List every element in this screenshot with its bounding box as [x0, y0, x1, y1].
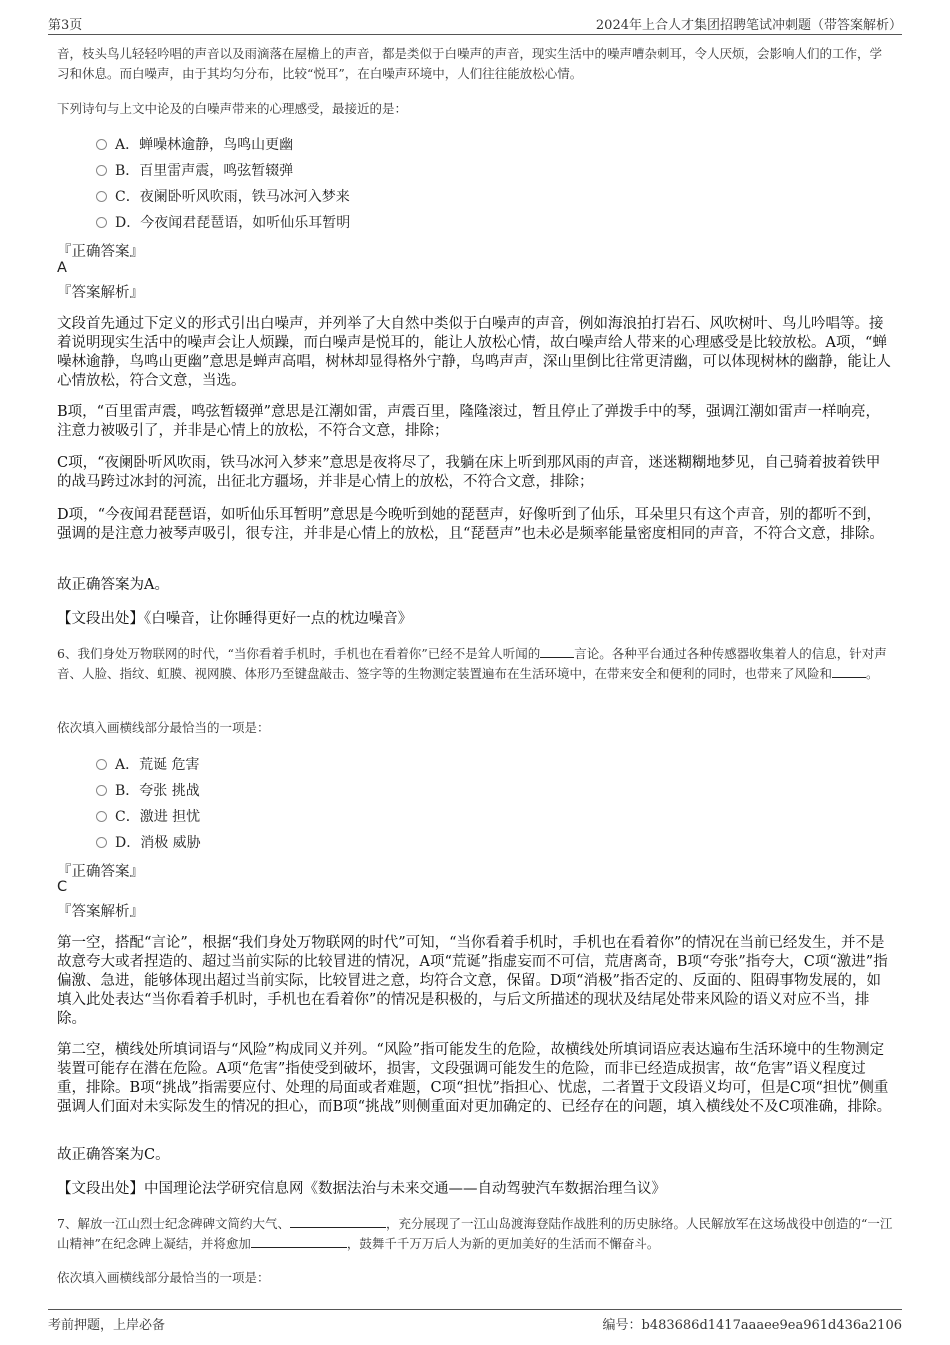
q6-analysis-p2: 第二空，横线处所填词语与“风险”构成同义并列。“风险”指可能发生的危险，故横线处所填词语应表达遍布生活环境中的生物测定装置可能存在潜在危险。A项“危害”指使受到破坏，损害，文段强调可能发生的危险，而非已经造成损害，故“危害”语义程度过重，排除。B项“挑战”指需要应付、处理的局面或者难题，C项“担忧”指担心、忧虑，二者置于文段语义均可，但是C项“担忧”侧重强调人们面对未实际发生的情况的担心，而B项“挑战”则侧重面对更加确定的、已经存在的问题，填入横线处不及C项准确，排除。 [57, 1042, 892, 1115]
q5-analysis-p3: C项，“夜阑卧听风吹雨，铁马冰河入梦来”意思是夜将尽了，我躺在床上听到那风雨的声音，迷迷糊糊地梦见，自己骑着披着铁甲的战马跨过冰封的河流，出征北方疆场，并非是心情上的放松，不符合文意，排除； [57, 455, 881, 490]
radio-icon[interactable] [96, 217, 107, 228]
q5-option-c[interactable]: C．夜阑卧听风吹雨，铁马冰河入梦来 [96, 186, 350, 206]
q5-option-b[interactable]: B．百里雷声震，鸣弦暂辍弹 [96, 160, 293, 180]
q5-answer-label: 『正确答案』 [57, 244, 144, 260]
q7-stem: 依次填入画横线部分最恰当的一项是： [57, 1270, 270, 1285]
q5-option-a[interactable]: A．蝉噪林逾静，鸟鸣山更幽 [96, 134, 293, 154]
radio-icon[interactable] [96, 139, 107, 150]
q5-passage: 音，枝头鸟儿轻轻吟唱的声音以及雨滴落在屋檐上的声音，都是类似于白噪声的声音，现实生活中的噪声嘈杂刺耳，令人厌烦，会影响人们的工作，学习和休息。而白噪声，由于其均匀分布，比较“悦耳”，在白噪声环境中，人们往往能放松心情。 [57, 46, 883, 81]
q5-option-d[interactable]: D．今夜闻君琵琶语，如听仙乐耳暂明 [96, 212, 350, 232]
q6-conclusion: 故正确答案为C。 [57, 1147, 170, 1163]
radio-icon[interactable] [96, 165, 107, 176]
q6-stem: 依次填入画横线部分最恰当的一项是： [57, 720, 270, 735]
q6-answer: C [57, 879, 68, 895]
q7-blank-1 [290, 1215, 386, 1228]
q6-blank-2 [832, 665, 866, 678]
q7-passage: 7、解放一江山烈士纪念碑碑文简约大气、 ，充分展现了一江山岛渡海登陆作战胜利的历史脉络。人民解放军在这场战役中创造的“一江山精神”在纪念碑上凝结，并将愈加 ，鼓舞千千万万后人为新的更加美好的生活而不懈奋斗。 [57, 1216, 893, 1251]
q6-option-c[interactable]: C．激进 担忧 [96, 806, 200, 826]
q7-blank-2 [251, 1235, 347, 1248]
q6-answer-label: 『正确答案』 [57, 864, 144, 880]
q5-conclusion: 故正确答案为A。 [57, 577, 169, 593]
q6-option-d[interactable]: D．消极 威胁 [96, 832, 201, 852]
q5-analysis-label: 『答案解析』 [57, 285, 144, 301]
q5-analysis-p4: D项，“今夜闻君琵琶语，如听仙乐耳暂明”意思是今晚听到她的琵琶声，好像听到了仙乐，耳朵里只有这个声音，别的都听不到，强调的是注意力被琴声吸引，很专注，并非是心情上的放松，且“琵琶声”也未必是频率能量密度相同的声音，不符合文意，排除。 [57, 507, 884, 542]
page-header [48, 12, 902, 35]
page-footer [48, 1309, 902, 1332]
radio-icon[interactable] [96, 785, 107, 796]
q6-analysis-p1: 第一空，搭配“言论”，根据“我们身处万物联网的时代”可知，“当你看着手机时，手机也在看着你”的情况在当前已经发生，并不是故意夸大或者捏造的、超过当前实际的比较冒进的情况，A项“荒诞”指虚妄而不可信，荒唐离奇，B项“夸张”指夸大，C项“激进”指偏激、急进，能够体现出超过当前实际，比较冒进之意，均符合文意，保留。D项“消极”指否定的、反面的、阻碍事物发展的，如填入此处表达“当你看着手机时，手机也在看着你”的情况是积极的，与后文所描述的现状及结尾处带来风险的语义对应不当，排除。 [57, 935, 888, 1027]
q5-analysis-p1: 文段首先通过下定义的形式引出白噪声，并列举了大自然中类似于白噪声的声音，例如海浪拍打岩石、风吹树叶、鸟儿吟唱等。接着说明现实生活中的噪声会让人烦躁，而白噪声是悦耳的，能让人放松心情，故白噪声给人带来的心理感受是比较放松。A项，“蝉噪林逾静，鸟鸣山更幽”意思是蝉声高唱，树林却显得格外宁静，鸟鸣声声，深山里倒比往常更清幽，可以体现树林的幽静，能让人心情放松，符合文意，当选。 [57, 316, 891, 389]
footer-slogan: 考前押题，上岸必备 [48, 1318, 166, 1333]
q5-analysis-p2: B项，“百里雷声震，鸣弦暂辍弹”意思是江潮如雷，声震百里，隆隆滚过，暂且停止了弹拨手中的琴，强调江潮如雷声一样响亮，注意力被吸引了，并非是心情上的放松，不符合文意，排除； [57, 404, 880, 439]
page-number: 第3页 [48, 18, 83, 33]
q5-stem: 下列诗句与上文中论及的白噪声带来的心理感受，最接近的是： [57, 101, 408, 116]
q6-option-a[interactable]: A．荒诞 危害 [96, 754, 200, 774]
radio-icon[interactable] [96, 837, 107, 848]
q6-option-b[interactable]: B．夸张 挑战 [96, 780, 200, 800]
q6-analysis-label: 『答案解析』 [57, 904, 144, 920]
document-code: 编号：b483686d1417aaaee9ea961d436a2106 [602, 1318, 902, 1333]
radio-icon[interactable] [96, 759, 107, 770]
q5-source: 【文段出处】《白噪音，让你睡得更好一点的枕边噪音》 [57, 611, 413, 627]
q5-answer: A [57, 260, 67, 276]
q6-source: 【文段出处】中国理论法学研究信息网《数据法治与未来交通——自动驾驶汽车数据治理刍议》 [57, 1181, 666, 1197]
document-title: 2024年上合人才集团招聘笔试冲刺题（带答案解析） [595, 18, 902, 33]
q6-blank-1 [540, 645, 574, 658]
radio-icon[interactable] [96, 811, 107, 822]
q6-passage: 6、我们身处万物联网的时代，“当你看着手机时，手机也在看着你”已经不是耸人听闻的 言论。各种平台通过各种传感器收集着人的信息，针对声音、人脸、指纹、虹膜、视网膜、体形乃至键盘敲击、签字等的生物测定装置遍布在生活环境中，在带来安全和便利的同时，也带来了风险和 。 [57, 646, 887, 681]
radio-icon[interactable] [96, 191, 107, 202]
